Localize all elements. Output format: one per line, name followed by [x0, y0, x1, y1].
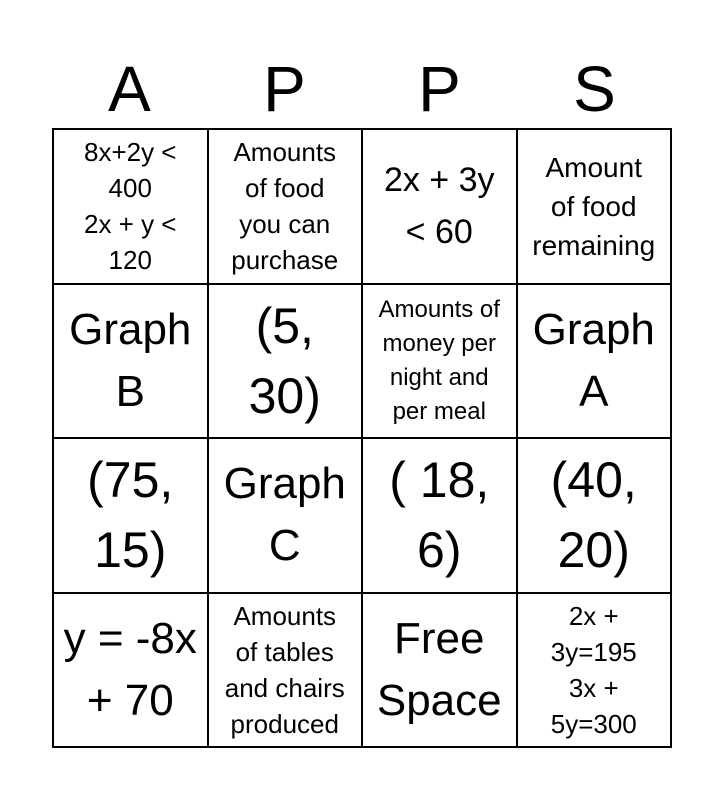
cell-text: (40, 20): [550, 452, 637, 579]
header-letter-4: S: [573, 53, 616, 125]
cell-text: Amount of food remaining: [532, 151, 656, 261]
cell-text: 2x + 3y < 60: [383, 161, 495, 252]
cell-text: y = -8x + 70: [63, 613, 197, 725]
cell-text: 2x + 3y=195 3x + 5y=300: [550, 600, 637, 739]
bingo-cell-r4c1[interactable]: [53, 593, 208, 748]
bingo-cell-r2c2[interactable]: [208, 284, 363, 439]
bingo-cell-r3c2[interactable]: [208, 438, 363, 593]
bingo-cell-r1c4[interactable]: [517, 129, 672, 284]
bingo-cell-r1c2[interactable]: [208, 129, 363, 284]
cell-text: (75, 15): [87, 452, 174, 579]
bingo-cell-r3c4[interactable]: [517, 438, 672, 593]
header-letter-3: P: [418, 53, 461, 125]
cell-text: Amounts of tables and chairs produced: [224, 600, 345, 739]
bingo-cell-r2c4[interactable]: [517, 284, 672, 439]
header-letter-1: A: [108, 53, 151, 125]
bingo-header: [52, 50, 672, 128]
cell-text: ( 18, 6): [389, 452, 490, 579]
cell-text: Amounts of food you can purchase: [231, 137, 339, 276]
bingo-cell-r1c3[interactable]: [362, 129, 517, 284]
bingo-cell-r2c3[interactable]: [362, 284, 517, 439]
bingo-cell-r4c3[interactable]: [362, 593, 517, 748]
bingo-cell-r3c1[interactable]: [53, 438, 208, 593]
bingo-cell-r2c1[interactable]: [53, 284, 208, 439]
bingo-cell-r3c3[interactable]: [362, 438, 517, 593]
cell-text: Graph B: [69, 304, 192, 416]
cell-text: Graph C: [223, 459, 346, 571]
cell-text: Free Space: [376, 613, 502, 725]
header-letter-2: P: [263, 53, 306, 125]
cell-text: (5, 30): [248, 297, 321, 424]
cell-text: 8x+2y < 400 2x + y < 120: [83, 137, 177, 276]
bingo-board: [52, 128, 672, 748]
bingo-cell-r1c1[interactable]: [53, 129, 208, 284]
bingo-cell-r4c4[interactable]: [517, 593, 672, 748]
bingo-cell-r4c2[interactable]: [208, 593, 363, 748]
cell-text: Amounts of money per night and per meal: [378, 295, 500, 425]
cell-text: Graph A: [532, 304, 655, 416]
